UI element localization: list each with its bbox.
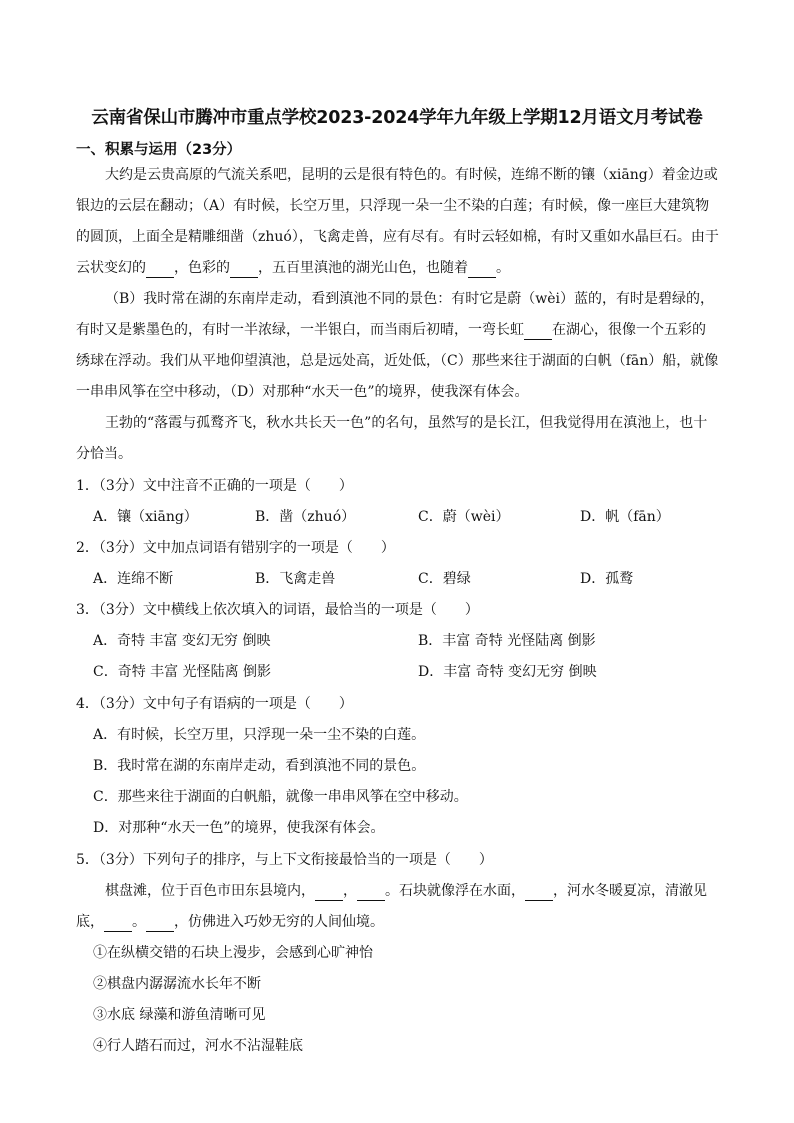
option-d[interactable]: D．孤鹜 (580, 571, 634, 587)
sentence-item: ①在纵横交错的石块上漫步，会感到心旷神怡 (93, 945, 373, 961)
passage-line: 绣球在浮动。我们从平地仰望滇池，总是远处高，近处低，（C）那些来往于湖面的白帆（fān）船，就像 (76, 353, 719, 369)
option-a[interactable]: A．奇特 丰富 变幻无穷 倒映 (93, 633, 271, 649)
fill-blank (468, 259, 496, 278)
passage-line: 王勃的“落霞与孤鹜齐飞，秋水共长天一色”的名句，虽然写的是长江，但我觉得用在滇池上，也十 (105, 415, 708, 431)
sentence-item: ②棋盘内潺潺流水长年不断 (93, 976, 261, 992)
question-stem: 1．（3分）文中注音不正确的一项是（ ） (76, 478, 353, 494)
option-d[interactable]: D．帆（fān） (580, 509, 670, 525)
sentence-item: ③水底 绿藻和游鱼清晰可见 (93, 1007, 266, 1023)
sentence-item: ④行人踏石而过，河水不沾湿鞋底 (93, 1038, 303, 1054)
option-a[interactable]: A．镶（xiāng） (93, 509, 198, 525)
option-c[interactable]: C．碧绿 (418, 571, 471, 587)
fill-blank (146, 913, 174, 932)
section-heading: 一、积累与运用（23分） (76, 142, 242, 158)
passage-line: 银边的云层在翻动；（A）有时候，长空万里，只浮现一朵一尘不染的白莲；有时候，像一座巨大建筑物 (76, 198, 710, 214)
question-stem: 2．（3分）文中加点词语有错别字的一项是（ ） (76, 540, 395, 556)
fill-blank (146, 259, 174, 278)
question-stem: 3．（3分）文中横线上依次填入的词语，最恰当的一项是（ ） (76, 602, 479, 618)
passage-line: 有时又是紫墨色的，有时一半浓绿，一半银白，而当雨后初晴，一弯长虹 在湖心，很像一个五彩的 (76, 322, 706, 338)
fill-blank (524, 321, 552, 340)
option-c[interactable]: C．那些来往于湖面的白帆船，就像一串串风筝在空中移动。 (93, 789, 468, 805)
option-a[interactable]: A．有时候，长空万里，只浮现一朵一尘不染的白莲。 (93, 727, 426, 743)
fill-blank (357, 882, 385, 901)
fill-blank (525, 882, 553, 901)
option-b[interactable]: B．丰富 奇特 光怪陆离 倒影 (418, 633, 596, 649)
option-d[interactable]: D．对那种“水天一色”的境界，使我深有体会。 (93, 820, 385, 836)
passage-line: （B）我时常在湖的东南岸走动，看到滇池不同的景色：有时它是蔚（wèi）蓝的，有时是碧绿的， (105, 291, 715, 307)
fill-blank (315, 882, 343, 901)
passage-line: 大约是云贵高原的气流关系吧，昆明的云是很有特色的。有时候，连绵不断的镶（xiāng）着金边或 (105, 167, 718, 183)
passage-line: 分恰当。 (76, 446, 132, 462)
page-title: 云南省保山市腾冲市重点学校2023-2024学年九年级上学期12月语文月考试卷 (91, 108, 703, 128)
passage-line: 云状变幻的 ，色彩的 ，五百里滇池的湖光山色，也随着 。 (76, 260, 510, 276)
question-text: 底， 。 ，仿佛进入巧妙无穷的人间仙境。 (76, 914, 384, 930)
passage-line: 的圆顶，上面全是精雕细凿（zhuó），飞禽走兽，应有尽有。有时云轻如棉，有时又重如水晶巨石。由于 (76, 229, 719, 245)
fill-blank (104, 913, 132, 932)
question-stem: 5．（3分）下列句子的排序，与上下文衔接最恰当的一项是（ ） (76, 852, 493, 868)
option-d[interactable]: D．丰富 奇特 变幻无穷 倒映 (418, 664, 597, 680)
fill-blank (230, 259, 258, 278)
option-a[interactable]: A．连绵不断 (93, 571, 174, 587)
passage-line: 一串串风筝在空中移动，（D）对那种“水天一色”的境界，使我深有体会。 (76, 384, 529, 400)
option-c[interactable]: C．奇特 丰富 光怪陆离 倒影 (93, 664, 272, 680)
option-b[interactable]: B．我时常在湖的东南岸走动，看到滇池不同的景色。 (93, 758, 426, 774)
question-text: 棋盘滩，位于百色市田东县境内， ， 。石块就像浮在水面， ，河水冬暖夏凉，清澈见 (105, 883, 707, 899)
question-stem: 4．（3分）文中句子有语病的一项是（ ） (76, 696, 353, 712)
option-b[interactable]: B．飞禽走兽 (255, 571, 336, 587)
option-c[interactable]: C．蔚（wèi） (418, 509, 510, 525)
option-b[interactable]: B．凿（zhuó） (255, 509, 356, 525)
